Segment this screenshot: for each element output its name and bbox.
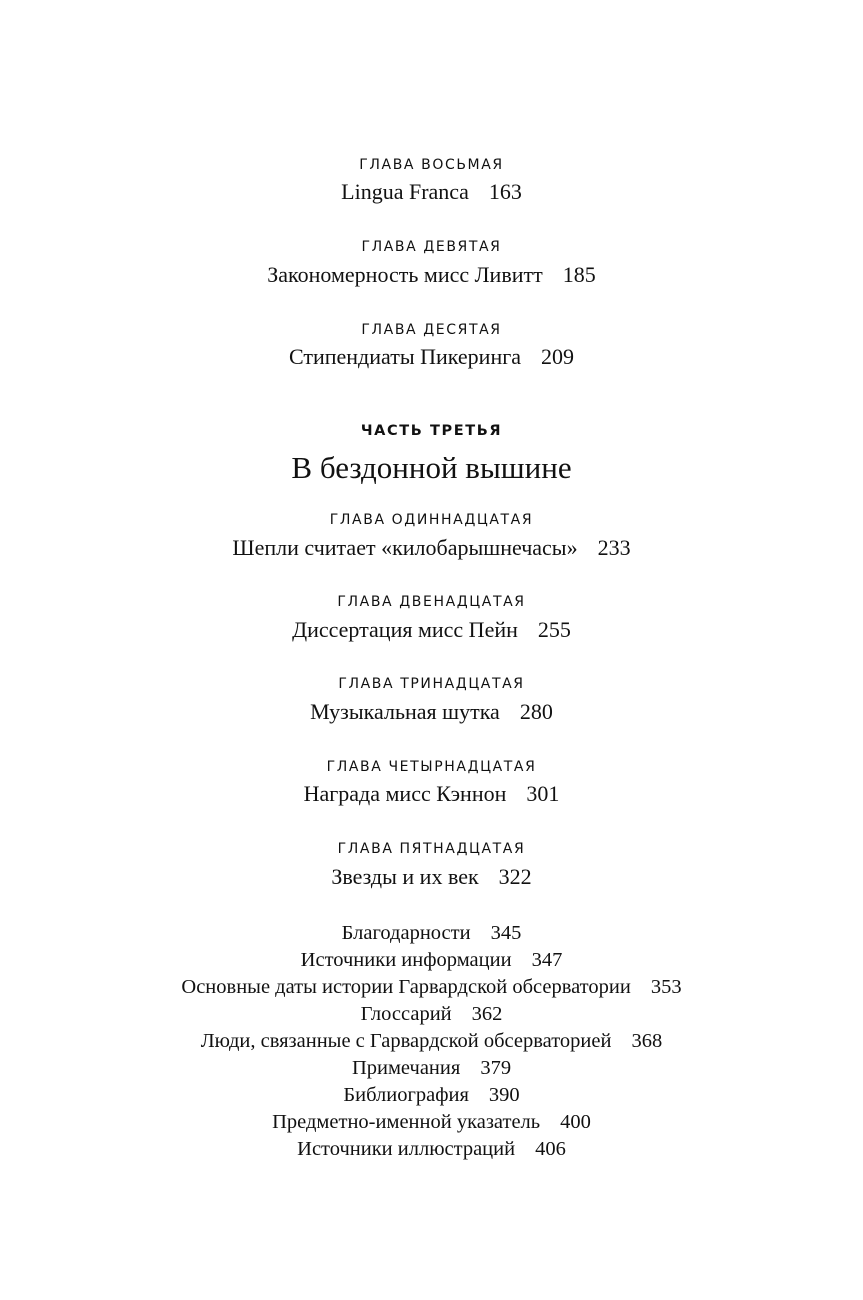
- back-matter-title: Библиография: [343, 1084, 469, 1106]
- back-matter-item[interactable]: [0, 1055, 863, 1082]
- chapter-label: ГЛАВА ВОСЬМАЯ: [359, 157, 504, 173]
- back-matter-item[interactable]: [0, 1109, 863, 1136]
- back-matter-item[interactable]: [0, 1082, 863, 1109]
- back-matter-page-number: 390: [488, 1084, 520, 1106]
- chapter-label: ГЛАВА ПЯТНАДЦАТАЯ: [337, 841, 526, 857]
- chapter-label: ГЛАВА ДВЕНАДЦАТАЯ: [337, 594, 526, 610]
- chapter-page-number: 322: [498, 864, 532, 889]
- chapter-title-row[interactable]: [0, 617, 863, 643]
- back-matter-item[interactable]: [0, 1028, 863, 1055]
- chapter-page-number: 185: [562, 262, 596, 287]
- chapter-title: Звезды и их век: [331, 864, 479, 889]
- chapter-title: Lingua Franca: [341, 179, 469, 204]
- part-title[interactable]: В бездонной вышине: [291, 450, 572, 485]
- chapter-label: ГЛАВА ДЕВЯТАЯ: [361, 239, 502, 255]
- chapter-title: Шепли считает «килобарышнечасы»: [232, 535, 578, 560]
- chapter-label: ГЛАВА ЧЕТЫРНАДЦАТАЯ: [326, 759, 537, 775]
- back-matter-list: [0, 920, 863, 1163]
- chapter-label: ГЛАВА ОДИННАДЦАТАЯ: [329, 512, 534, 528]
- back-matter-page-number: 345: [490, 922, 522, 944]
- chapter-title-row[interactable]: [0, 344, 863, 370]
- chapter-page-number: 209: [541, 344, 575, 369]
- chapter-label: ГЛАВА ДЕСЯТАЯ: [361, 322, 502, 338]
- chapter-title-row[interactable]: [0, 535, 863, 561]
- back-matter-page-number: 347: [531, 949, 563, 971]
- chapter-page-number: 301: [526, 781, 560, 806]
- chapter-title-row[interactable]: [0, 179, 863, 205]
- back-matter-title: Основные даты истории Гарвардской обсерватории: [181, 976, 631, 998]
- back-matter-title: Источники иллюстраций: [297, 1138, 516, 1160]
- chapter-page-number: 163: [488, 179, 522, 204]
- back-matter-page-number: 368: [631, 1030, 663, 1052]
- back-matter-page-number: 400: [560, 1111, 591, 1133]
- back-matter-item[interactable]: [0, 947, 863, 974]
- back-matter-title: Благодарности: [341, 922, 471, 944]
- chapter-title: Музыкальная шутка: [310, 699, 500, 724]
- chapter-page-number: 233: [597, 535, 631, 560]
- back-matter-title: Глоссарий: [360, 1003, 452, 1025]
- back-matter-item[interactable]: [0, 920, 863, 947]
- back-matter-page-number: 362: [471, 1003, 503, 1025]
- back-matter-page-number: 379: [480, 1057, 512, 1079]
- chapter-title-row[interactable]: [0, 864, 863, 890]
- chapter-title: Награда мисс Кэннон: [303, 781, 507, 806]
- chapter-title-row[interactable]: [0, 699, 863, 725]
- chapter-title: Диссертация мисс Пейн: [292, 617, 518, 642]
- chapter-label: ГЛАВА ТРИНАДЦАТАЯ: [338, 676, 525, 692]
- chapter-page-number: 255: [537, 617, 571, 642]
- back-matter-page-number: 406: [535, 1138, 566, 1160]
- part-label: ЧАСТЬ ТРЕТЬЯ: [360, 423, 503, 439]
- chapter-title-row[interactable]: [0, 781, 863, 807]
- back-matter-title: Примечания: [351, 1057, 461, 1079]
- back-matter-item[interactable]: [0, 1001, 863, 1028]
- back-matter-item[interactable]: [0, 974, 863, 1001]
- chapter-title-row[interactable]: [0, 262, 863, 288]
- chapter-page-number: 280: [519, 699, 553, 724]
- back-matter-title: Предметно-именной указатель: [272, 1111, 541, 1133]
- chapter-title: Закономерность мисс Ливитт: [267, 262, 543, 287]
- back-matter-title: Источники информации: [300, 949, 512, 971]
- back-matter-title: Люди, связанные с Гарвардской обсерваторией: [200, 1030, 612, 1052]
- back-matter-page-number: 353: [650, 976, 682, 998]
- back-matter-item[interactable]: [0, 1136, 863, 1163]
- chapter-title: Стипендиаты Пикеринга: [288, 344, 522, 369]
